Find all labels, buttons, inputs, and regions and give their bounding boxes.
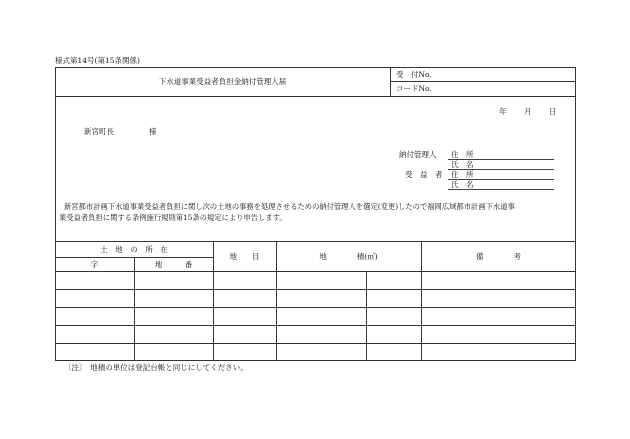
col-header-chiseki: 地 積(㎡) (319, 252, 378, 261)
manager-name-label: 氏 名 (451, 160, 474, 169)
manager-address-label: 住 所 (451, 150, 474, 159)
date-day: 日 (549, 107, 557, 116)
table-top-border (55, 241, 576, 242)
col-header-chiban: 地 番 (154, 260, 193, 269)
col-header-aza: 字 (90, 260, 99, 269)
beneficiary-address-label: 住 所 (451, 170, 474, 179)
receipt-divider (390, 81, 576, 82)
addressee-suffix: 様 (149, 127, 157, 136)
col-divider-chiseki-sub (366, 271, 367, 361)
manager-label: 納付管理人 (399, 150, 437, 159)
beneficiary-label: 受 益 者 (405, 170, 443, 179)
col-header-chimoku: 地 目 (229, 252, 260, 261)
receipt-number-label: 受 付No. (396, 70, 432, 79)
location-header: 土 地 の 所 在 (100, 245, 168, 254)
col-divider-aza (134, 257, 135, 361)
addressee: 新宮町長 (84, 127, 114, 136)
date-month: 月 (524, 107, 532, 116)
body-text-line2: 業受益者負担に関する条例施行規則第15条の規定により申告します。 (59, 213, 287, 222)
footnote: 〔注〕 地積の単位は登記台帳と同じにしてください。 (64, 363, 248, 372)
body-text-line1: 新宮都市計画下水道事業受益者負担に関し次の土地の事務を処理させるための納付管理人を選定(変更)したので福岡広域都市計画下水道事 (64, 202, 515, 211)
date-year: 年 (499, 107, 507, 116)
beneficiary-name-label: 氏 名 (451, 180, 474, 189)
header-divider (55, 96, 576, 97)
form-title: 下水道事業受益者負担金納付管理人届 (158, 77, 287, 86)
beneficiary-name-field[interactable] (448, 189, 554, 190)
col-header-biko: 備 考 (476, 252, 521, 261)
form-number: 様式第14号(第15条関係) (55, 56, 140, 65)
code-number-label: コードNo. (396, 84, 432, 93)
